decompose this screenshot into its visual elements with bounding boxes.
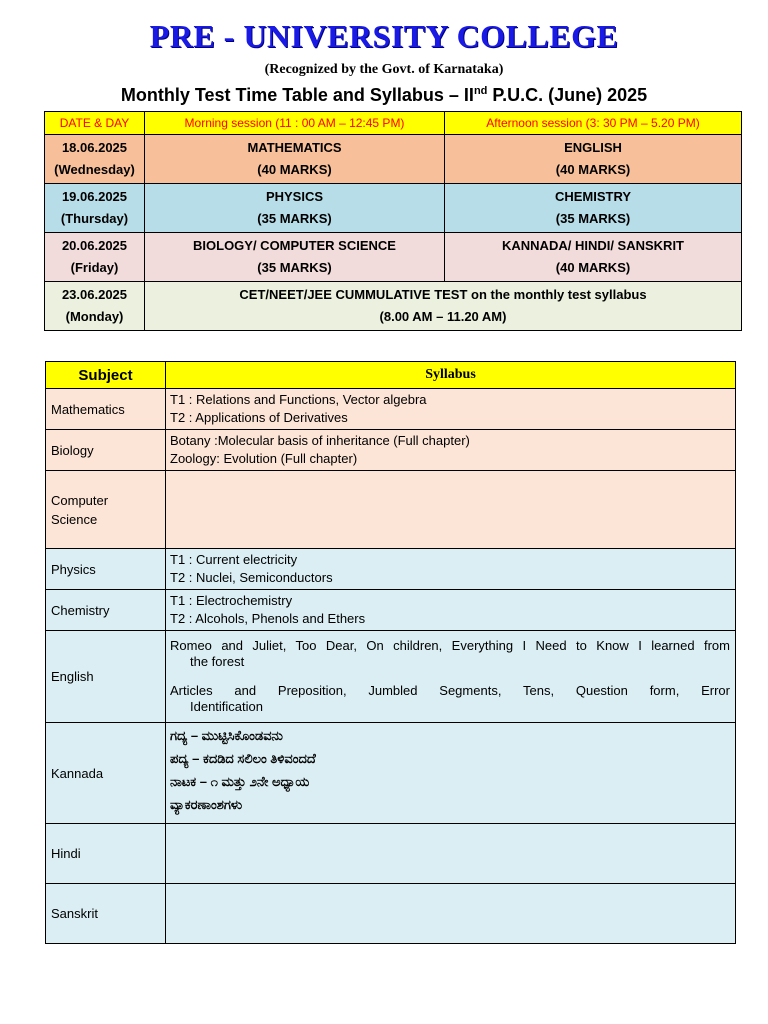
syllabus-content (166, 430, 736, 471)
syllabus-content (166, 824, 736, 884)
syllabus-content (166, 389, 736, 430)
date: 23.06.2025 (61, 287, 128, 302)
syllabus-line: ಪದ್ಯ – ಕದಡಿದ ಸಲಿಲಂ ತಿಳಿವಂದದೆ (170, 751, 316, 766)
syllabus-content (166, 471, 736, 549)
subject-name (46, 471, 166, 549)
syllabus-line: T1 : Electrochemistry (170, 593, 293, 608)
timetable-row (45, 135, 742, 184)
syllabus-row-computer-science (46, 471, 736, 549)
date-cell (45, 233, 145, 282)
syllabus-line: ನಾಟಕ – ೧ ಮತ್ತು ೨ನೇ ಅಧ್ಯಾಯ (170, 774, 310, 789)
afternoon-subject: ENGLISH (564, 140, 622, 155)
timetable-header-row (45, 112, 742, 135)
date: 18.06.2025 (61, 140, 128, 155)
morning-subject: MATHEMATICS (247, 140, 342, 155)
date-cell (45, 135, 145, 184)
page-heading (0, 85, 768, 106)
syllabus-line: ಗದ್ಯ – ಮುಟ್ಟಿಸಿಕೊಂಡವನು (170, 728, 283, 743)
cumulative-test-cell (145, 282, 742, 331)
syllabus-line: T2 : Applications of Derivatives (170, 410, 348, 425)
syllabus-row-physics (46, 549, 736, 590)
syllabus-line: Romeo and Juliet, Too Dear, On children, Everything I Need to Know I learned from (170, 638, 730, 653)
syllabus-line: T1 : Current electricity (170, 552, 298, 567)
syllabus-content (166, 590, 736, 631)
morning-marks: (40 MARKS) (257, 162, 332, 177)
syllabus-row-kannada (46, 723, 736, 824)
syllabus-row-chemistry (46, 590, 736, 631)
syllabus-content (166, 631, 736, 723)
header-syllabus: Syllabus (166, 362, 736, 389)
afternoon-cell (445, 233, 742, 282)
date: 20.06.2025 (61, 238, 128, 253)
afternoon-subject: KANNADA/ HINDI/ SANSKRIT (502, 238, 684, 253)
syllabus-line: T2 : Alcohols, Phenols and Ethers (170, 611, 366, 626)
subject-name: Sanskrit (46, 884, 166, 944)
morning-marks: (35 MARKS) (257, 260, 332, 275)
subject-name-line: Science (51, 511, 98, 527)
syllabus-line: T1 : Relations and Functions, Vector algebra (170, 392, 427, 407)
subject-name: Chemistry (46, 590, 166, 631)
header-morning-session: Morning session (11 : 00 AM – 12:45 PM) (145, 112, 445, 135)
subject-name-line: Computer (51, 492, 109, 508)
recognition-note: (Recognized by the Govt. of Karnataka) (264, 62, 504, 77)
subject-name: Kannada (46, 723, 166, 824)
syllabus-row-english (46, 631, 736, 723)
afternoon-marks: (40 MARKS) (555, 260, 631, 275)
syllabus-line: Identification (190, 699, 263, 714)
syllabus-line: T2 : Nuclei, Semiconductors (170, 570, 333, 585)
afternoon-cell (445, 135, 742, 184)
morning-cell (145, 135, 445, 184)
heading-tail: P.U.C. (June) 2025 (487, 85, 648, 105)
morning-subject: PHYSICS (265, 189, 324, 204)
subject-name: Physics (46, 549, 166, 590)
timetable-row (45, 282, 742, 331)
timetable (44, 111, 742, 331)
spacer (170, 670, 730, 683)
syllabus-header-row (46, 362, 736, 389)
syllabus-row-biology (46, 430, 736, 471)
morning-cell (145, 184, 445, 233)
syllabus-content (166, 549, 736, 590)
heading-main: Monthly Test Time Table and Syllabus – II (120, 85, 474, 105)
syllabus-row-sanskrit (46, 884, 736, 944)
header-subject: Subject (46, 362, 166, 389)
syllabus-content (166, 884, 736, 944)
subject-name: Biology (46, 430, 166, 471)
subject-name: Hindi (46, 824, 166, 884)
date-cell (45, 282, 145, 331)
day: (Thursday) (60, 211, 129, 226)
cumulative-test-title: CET/NEET/JEE CUMMULATIVE TEST on the monthly test syllabus (239, 287, 647, 302)
syllabus-line: the forest (190, 654, 245, 669)
syllabus-row-mathematics (46, 389, 736, 430)
date: 19.06.2025 (61, 189, 128, 204)
day: (Friday) (70, 260, 119, 275)
day: (Monday) (65, 309, 124, 324)
syllabus-line: Articles and Preposition, Jumbled Segments, Tens, Question form, Error (170, 683, 730, 698)
heading-superscript: nd (473, 85, 488, 97)
syllabus-content (166, 723, 736, 824)
afternoon-marks: (40 MARKS) (555, 162, 631, 177)
syllabus-row-hindi (46, 824, 736, 884)
syllabus-line: Botany :Molecular basis of inheritance (Full chapter) (170, 433, 470, 448)
subject-name: Mathematics (46, 389, 166, 430)
syllabus-table (45, 361, 736, 944)
morning-marks: (35 MARKS) (257, 211, 332, 226)
cumulative-test-time: (8.00 AM – 11.20 AM) (379, 309, 507, 324)
header-afternoon-session: Afternoon session (3: 30 PM – 5.20 PM) (445, 112, 742, 135)
header-date-day: DATE & DAY (45, 112, 145, 135)
afternoon-cell (445, 184, 742, 233)
subject-name: English (46, 631, 166, 723)
syllabus-line: ವ್ಯಾಕರಣಾಂಶಗಳು (170, 797, 243, 812)
syllabus-line: Zoology: Evolution (Full chapter) (170, 451, 358, 466)
morning-subject: BIOLOGY/ COMPUTER SCIENCE (193, 238, 396, 253)
day: (Wednesday) (54, 162, 135, 177)
morning-cell (145, 233, 445, 282)
timetable-row (45, 233, 742, 282)
date-cell (45, 184, 145, 233)
afternoon-marks: (35 MARKS) (555, 211, 631, 226)
college-title: PRE - UNIVERSITY COLLEGE (149, 18, 619, 54)
afternoon-subject: CHEMISTRY (554, 189, 632, 204)
timetable-row (45, 184, 742, 233)
